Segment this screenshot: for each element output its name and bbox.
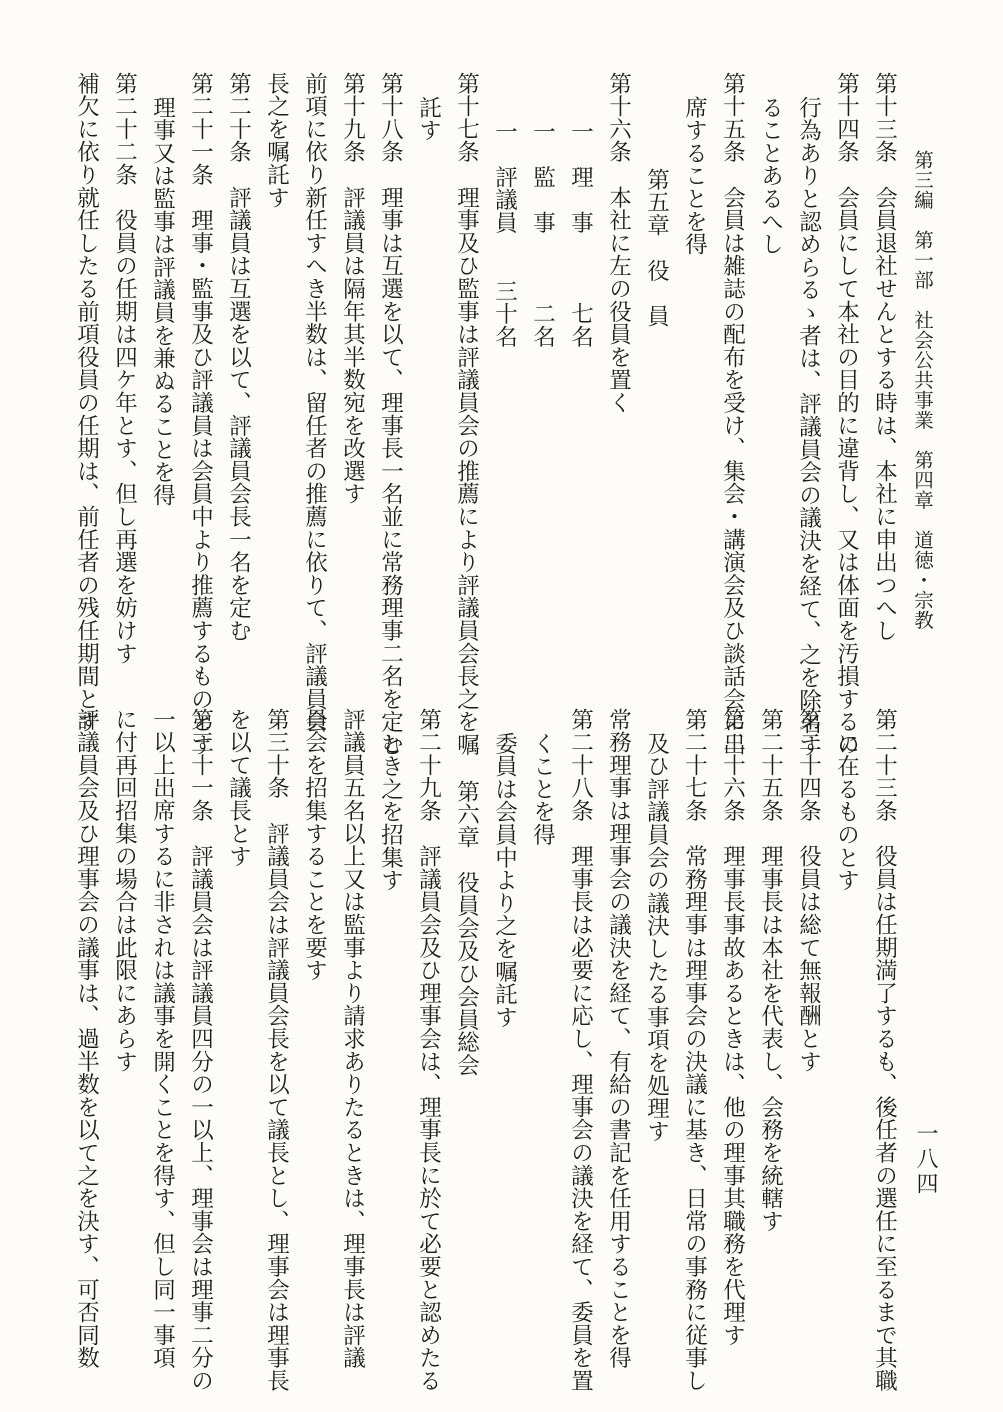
- article-25: 第二十五条 理事長は本社を代表し、会務を統轄す: [757, 708, 784, 1233]
- article-28-para-2: 委員は会員中より之を嘱託す: [491, 732, 518, 1029]
- article-31-cont-2: に付再回招集の場合は此限にあらす: [111, 708, 138, 1073]
- article-31-para-2: 評議員会及ひ理事会の議事は、過半数を以て之を決す、可否同数: [73, 708, 100, 1370]
- article-21: 第二十一条 理事・監事及ひ評議員は会員中より推薦するものとす: [187, 72, 214, 756]
- article-22-para-2: 補欠に依り就任したる前項役員の任期は、前任者の残任期間とす: [73, 72, 100, 734]
- article-16: 第十六条 本社に左の役員を置く: [605, 72, 632, 414]
- chapter-6-heading: 第六章 役員会及ひ会員総会: [453, 780, 480, 1077]
- article-30: 第三十条 評議員会は評議員会長を以て議長とし、理事会は理事長: [263, 708, 290, 1392]
- article-19-para-2-cont: 長之を嘱託す: [263, 72, 290, 209]
- article-27: 第二十七条 常務理事は理事会の決議に基き、日常の事務に従事し: [681, 708, 708, 1392]
- article-17-cont: 託す: [415, 96, 442, 142]
- article-21-para-2: 理事又は監事は評議員を兼ぬることを得: [149, 96, 176, 507]
- article-27-para-2: 常務理事は理事会の議決を経て、有給の書記を任用することを得: [605, 708, 632, 1370]
- article-31: 第三十一条 評議員会は評議員四分の一以上、理事会は理事二分の: [187, 708, 214, 1392]
- article-26: 第二十六条 理事長事故あるときは、他の理事其職務を代理す: [719, 708, 746, 1347]
- article-22: 第二十二条 役員の任期は四ケ年とす、但し再選を妨けす: [111, 72, 138, 665]
- page-number: 一八四: [913, 1122, 938, 1197]
- article-24: 第二十四条 役員は総て無報酬とす: [795, 708, 822, 1073]
- article-29: 第二十九条 評議員会及ひ理事会は、理事長に於て必要と認めたる: [415, 708, 442, 1392]
- article-20: 第二十条 評議員は互選を以て、評議員会長一名を定む: [225, 72, 252, 642]
- article-14: 第十四条 会員にして本社の目的に違背し、又は体面を汚損するの: [833, 72, 860, 756]
- article-15-cont: 席することを得: [681, 96, 708, 256]
- article-30-cont: を以て議長とす: [225, 708, 252, 868]
- running-head: 第三編 第一部 社会公共事業 第四章 道徳・宗教: [911, 150, 934, 630]
- article-28-cont: くことを得: [529, 732, 556, 846]
- article-13: 第十三条 会員退社せんとする時は、本社に申出つへし: [871, 72, 898, 642]
- article-19-para-2: 前項に依り新任すへき半数は、留任者の推薦に依りて、評議員会: [301, 72, 328, 734]
- article-19: 第十九条 評議員は隔年其半数宛を改選す: [339, 72, 366, 506]
- article-29-para-2-cont: 員会を招集することを要す: [301, 708, 328, 982]
- role-auditors: 一 監 事 二名: [529, 120, 556, 348]
- article-15: 第十五条 会員は雑誌の配布を受け、集会・講演会及ひ談話会に出: [719, 72, 746, 756]
- article-17: 第十七条 理事及ひ監事は評議員会の推薦により評議員会長之を嘱: [453, 72, 480, 756]
- article-14-cont-1: 行為ありと認めらるゝ者は、評議員会の議決を経て、之を除名す: [795, 96, 822, 758]
- article-29-cont: とき之を招集す: [377, 732, 404, 892]
- article-23-cont: に在るものとす: [833, 732, 860, 892]
- role-councillors: 一 評議員 三十名: [491, 120, 518, 348]
- article-31-cont-1: 一以上出席するに非されは議事を開くことを得す、但し同一事項: [149, 708, 176, 1370]
- article-23: 第二十三条 役員は任期満了するも、後任者の選任に至るまで其職: [871, 708, 898, 1392]
- article-14-cont-2: ることあるへし: [757, 96, 784, 256]
- chapter-5-heading: 第五章 役 員: [643, 168, 670, 328]
- article-18: 第十八条 理事は互選を以て、理事長一名並に常務理事二名を定む: [377, 72, 404, 756]
- article-27-cont: 及ひ評議員会の議決したる事項を処理す: [643, 732, 670, 1143]
- role-directors: 一 理 事 七名: [567, 120, 594, 348]
- article-28: 第二十八条 理事長は必要に応し、理事会の議決を経て、委員を置: [567, 708, 594, 1392]
- article-29-para-2: 評議員五名以上又は監事より請求ありたるときは、理事長は評議: [339, 708, 366, 1370]
